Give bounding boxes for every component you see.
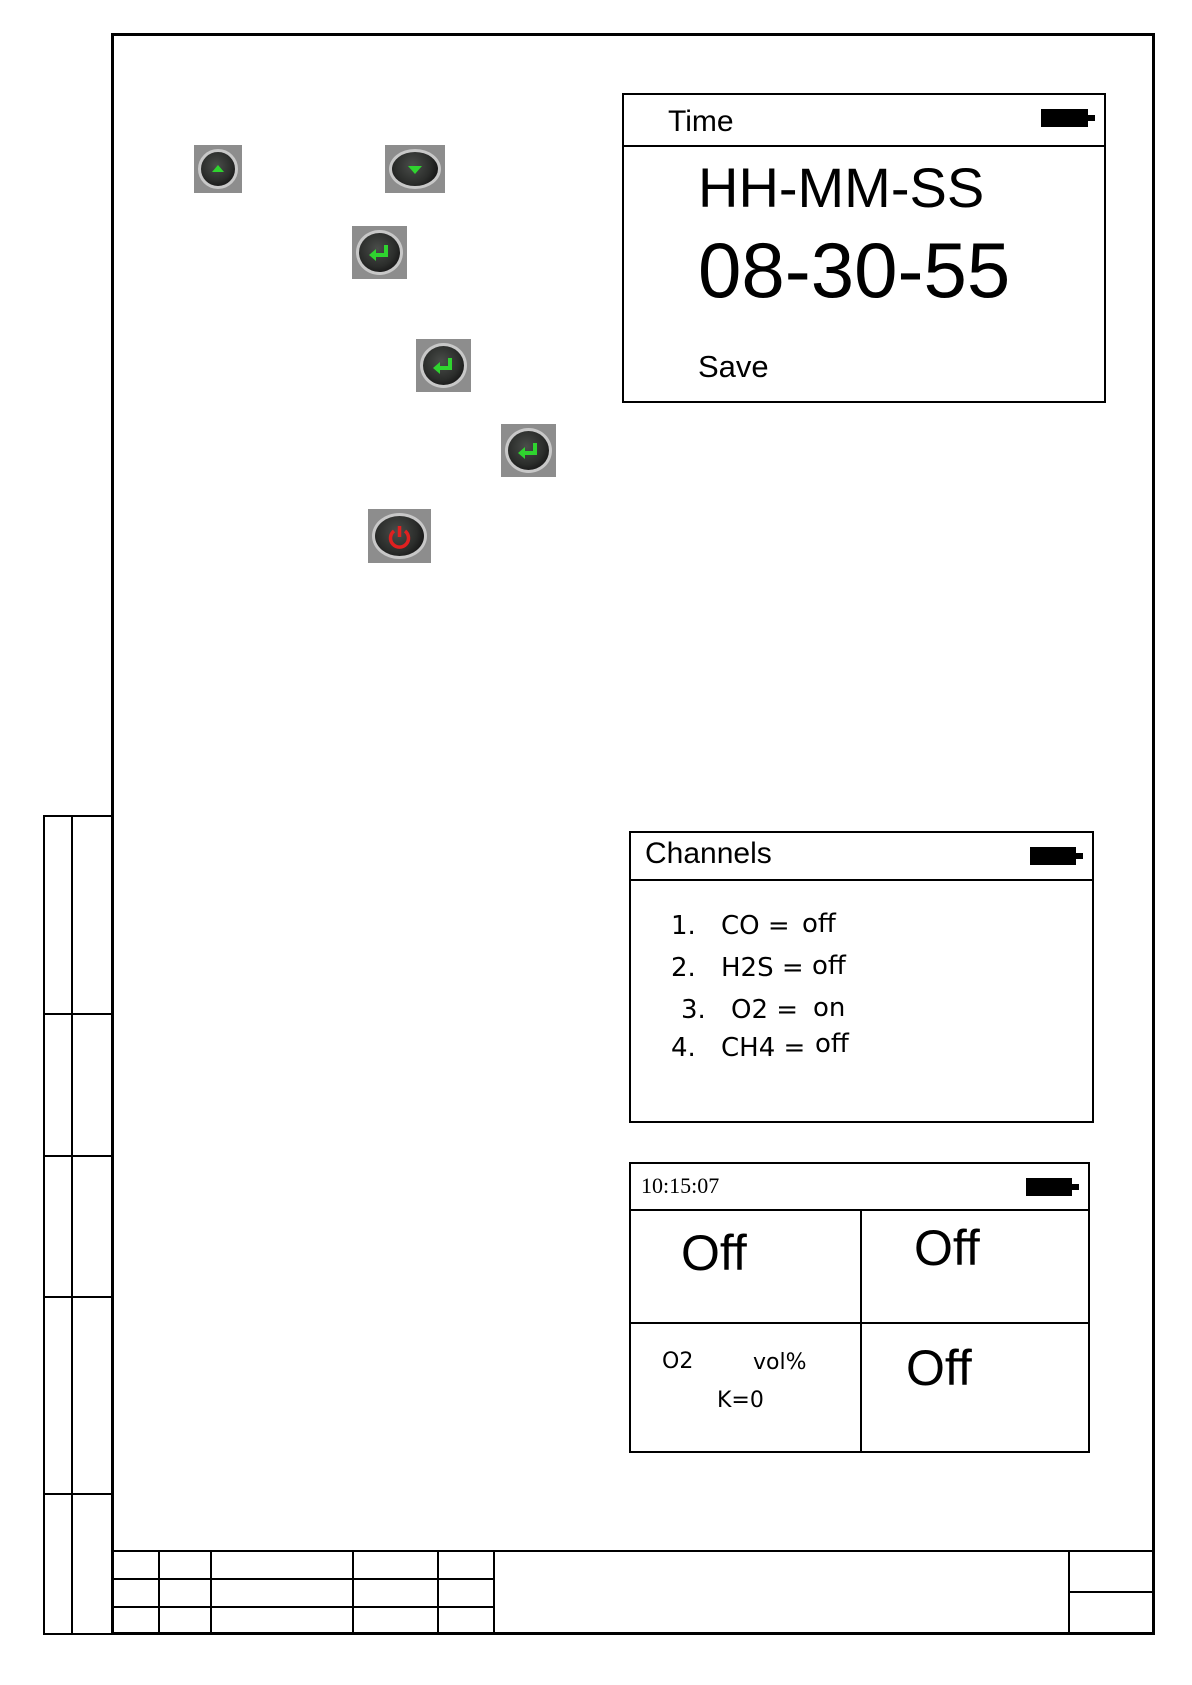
frame-side-line xyxy=(43,1493,114,1495)
time-value: 08-30-55 xyxy=(698,226,1011,314)
title-block-line xyxy=(1068,1591,1155,1593)
clock-display: 10:15:07 xyxy=(641,1173,720,1198)
status-screen-header xyxy=(631,1164,1088,1211)
cell-divider xyxy=(631,1322,1088,1324)
enter-icon xyxy=(416,339,471,392)
title-block xyxy=(111,1550,1155,1635)
channel-item-text: off xyxy=(815,1029,849,1059)
enter-icon xyxy=(501,424,556,477)
title-block-line xyxy=(111,1578,494,1580)
enter-icon xyxy=(352,226,407,279)
battery-icon xyxy=(1026,1178,1072,1196)
title-block-line xyxy=(493,1550,495,1635)
title-block-line xyxy=(158,1550,160,1635)
channel-cell-status: Off xyxy=(906,1340,972,1396)
channel-item-text: CO = xyxy=(721,911,790,941)
frame-side-line xyxy=(43,1013,114,1015)
time-format-label: HH-MM-SS xyxy=(698,156,985,219)
channel-item-text: O2 = xyxy=(731,995,799,1025)
battery-icon xyxy=(1030,847,1076,865)
power-icon xyxy=(368,509,431,563)
channel-item-text: 4. xyxy=(671,1033,696,1063)
battery-icon xyxy=(1041,109,1088,127)
o2-unit: vol% xyxy=(753,1350,807,1375)
channel-item-text: H2S = xyxy=(721,953,804,983)
channels-screen-header xyxy=(631,833,1092,881)
channel-item-text: 1. xyxy=(671,911,696,941)
frame-side-line xyxy=(43,1155,114,1157)
channel-item-text: CH4 = xyxy=(721,1033,806,1063)
channel-item-text: 3. xyxy=(681,995,706,1025)
arrow-up-icon xyxy=(194,145,242,193)
title-block-line xyxy=(210,1550,212,1635)
channel-cell-status: Off xyxy=(914,1220,980,1276)
channels-screen xyxy=(629,831,1094,1123)
cell-divider xyxy=(860,1209,862,1451)
channel-item-text: on xyxy=(813,993,846,1023)
status-screen xyxy=(629,1162,1090,1453)
title-block-line xyxy=(437,1550,439,1635)
frame-side-strip xyxy=(43,815,114,1635)
title-block-line xyxy=(352,1550,354,1635)
channel-item-text: off xyxy=(812,951,846,981)
o2-label: O2 xyxy=(662,1349,694,1374)
title-block-line xyxy=(111,1606,494,1608)
time-screen xyxy=(622,93,1106,403)
time-screen-header xyxy=(624,95,1104,147)
o2-k-factor: K=0 xyxy=(717,1388,764,1413)
save-option: Save xyxy=(698,349,769,384)
channel-item-text: 2. xyxy=(671,953,696,983)
channel-item-text: off xyxy=(802,909,836,939)
channel-cell-status: Off xyxy=(681,1225,747,1281)
screen-title: Time xyxy=(668,105,734,138)
frame-side-divider xyxy=(71,815,73,1635)
screen-title: Channels xyxy=(645,837,772,870)
frame-side-line xyxy=(43,1296,114,1298)
arrow-down-icon xyxy=(385,145,445,193)
